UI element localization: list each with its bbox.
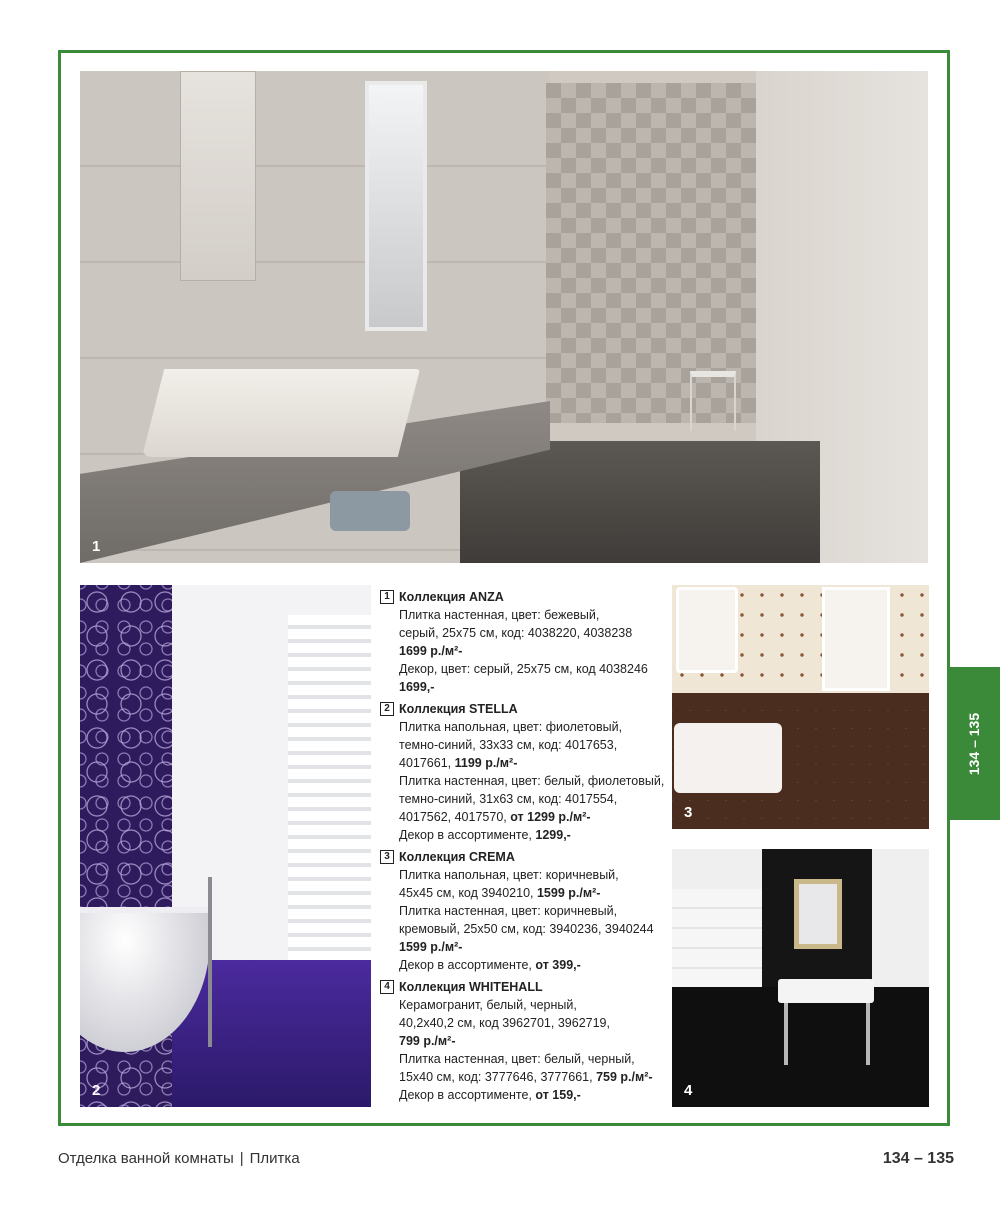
- sink-leg: [866, 1003, 870, 1065]
- line-price: 799 р./м²-: [399, 1034, 456, 1048]
- floor-tiles: [460, 441, 820, 563]
- collection-line: [399, 866, 665, 884]
- line-price: от 1299 р./м²-: [510, 810, 591, 824]
- line-text: Декор в ассортименте,: [399, 1088, 536, 1102]
- footer-section: Отделка ванной комнаты: [58, 1150, 234, 1167]
- collection-heading: [380, 848, 665, 866]
- collection-number: 2: [380, 702, 394, 716]
- collection-number: 1: [380, 590, 394, 604]
- line-price: от 399,-: [535, 958, 581, 972]
- collection-title: Коллекция CREMA: [399, 850, 515, 864]
- photo-number: 2: [92, 1082, 101, 1099]
- line-price: 1299,-: [535, 828, 571, 842]
- line-text: Плитка напольная, цвет: коричневый,: [399, 868, 619, 882]
- photo-anza-bathroom: [80, 71, 928, 563]
- photo-number: 3: [684, 804, 693, 821]
- collection-heading: [380, 700, 665, 718]
- page-range-label: 134 – 135: [966, 712, 982, 775]
- line-price: 1699,-: [399, 680, 435, 694]
- sink: [778, 979, 874, 1003]
- ornate-mirror: [794, 879, 842, 949]
- photo-number: 4: [684, 1082, 693, 1099]
- line-price: 1199 р./м²-: [454, 756, 518, 770]
- footer-breadcrumb: [58, 1150, 300, 1167]
- collection-item: [380, 588, 665, 696]
- collection-line: [399, 920, 665, 938]
- collection-line: [399, 1032, 665, 1050]
- line-text: 4017661,: [399, 756, 455, 770]
- footer-subsection: Плитка: [249, 1150, 300, 1167]
- collection-title: Коллекция ANZA: [399, 590, 504, 604]
- line-text: темно-синий, 31х63 см, код: 4017554,: [399, 792, 618, 806]
- collection-line: [399, 772, 665, 790]
- footer-separator: |: [239, 1150, 244, 1167]
- line-text: Декор, цвет: серый, 25х75 см, код 4038246: [399, 662, 648, 676]
- line-text: Декор в ассортименте,: [399, 958, 536, 972]
- line-text: 15х40 см, код: 3777646, 3777661,: [399, 1070, 597, 1084]
- line-text: Плитка напольная, цвет: фиолетовый,: [399, 720, 623, 734]
- collection-item: [380, 978, 665, 1104]
- sink-leg: [784, 1003, 788, 1065]
- line-text: Керамогранит, белый, черный,: [399, 998, 577, 1012]
- collection-line: [399, 938, 665, 956]
- line-price: 759 р./м²-: [596, 1070, 653, 1084]
- collection-number: 3: [380, 850, 394, 864]
- collection-item: [380, 700, 665, 844]
- collection-line: [399, 1068, 665, 1086]
- collection-heading: [380, 588, 665, 606]
- collection-title: Коллекция WHITEHALL: [399, 980, 543, 994]
- collection-line: [399, 1086, 665, 1104]
- collection-item: [380, 848, 665, 974]
- line-text: серый, 25х75 см, код: 4038220, 4038238: [399, 626, 633, 640]
- line-price: 1599 р./м²-: [536, 886, 601, 900]
- collection-line: [399, 736, 665, 754]
- collection-title: Коллекция STELLA: [399, 702, 518, 716]
- window-blinds: [288, 615, 371, 1015]
- line-text: темно-синий, 33х33 см, код: 4017653,: [399, 738, 618, 752]
- stool: [690, 371, 736, 431]
- collection-line: [399, 790, 665, 808]
- collection-line: [399, 642, 665, 660]
- sink: [142, 369, 420, 457]
- collection-line: [399, 884, 665, 902]
- collection-line: [399, 624, 665, 642]
- footer-page-numbers: 134 – 135: [882, 1150, 954, 1167]
- collection-line: [399, 826, 665, 844]
- line-price: 1699 р./м²-: [399, 644, 463, 658]
- mirror: [822, 587, 890, 691]
- line-text: кремовый, 25х50 см, код: 3940236, 3940244: [399, 922, 654, 936]
- collection-line: [399, 902, 665, 920]
- collection-heading: [380, 978, 665, 996]
- collection-line: [399, 660, 665, 678]
- page-range-tab: [948, 667, 1000, 820]
- photo-stella-bathroom: [80, 585, 371, 1107]
- window: [365, 81, 427, 331]
- photo-number: 1: [92, 538, 101, 555]
- mirror: [180, 71, 256, 281]
- collection-line: [399, 754, 665, 772]
- line-text: Плитка настенная, цвет: коричневый,: [399, 904, 618, 918]
- collections-list: [380, 588, 665, 1108]
- faucet: [208, 877, 212, 1047]
- collection-line: [399, 678, 665, 696]
- collection-line: [399, 1014, 665, 1032]
- line-text: 40,2х40,2 см, код 3962701, 3962719,: [399, 1016, 610, 1030]
- line-text: 4017562, 4017570,: [399, 810, 511, 824]
- photo-crema-bathroom: [672, 585, 929, 829]
- line-text: Плитка настенная, цвет: белый, черный,: [399, 1052, 635, 1066]
- collection-line: [399, 606, 665, 624]
- black-floor: [672, 987, 929, 1107]
- mirror: [676, 587, 738, 673]
- line-price: 1599 р./м²-: [399, 940, 463, 954]
- towels: [330, 491, 410, 531]
- vanity: [674, 723, 782, 793]
- collection-line: [399, 1050, 665, 1068]
- line-price: от 159,-: [535, 1088, 581, 1102]
- white-wall-tiles: [672, 889, 762, 989]
- photo-whitehall-bathroom: [672, 849, 929, 1107]
- collection-line: [399, 996, 665, 1014]
- line-text: 45х45 см, код 3940210,: [399, 886, 537, 900]
- collection-number: 4: [380, 980, 394, 994]
- collection-line: [399, 718, 665, 736]
- collection-line: [399, 956, 665, 974]
- line-text: Плитка настенная, цвет: бежевый,: [399, 608, 600, 622]
- line-text: Плитка настенная, цвет: белый, фиолетовый,: [399, 774, 665, 788]
- collection-line: [399, 808, 665, 826]
- line-text: Декор в ассортименте,: [399, 828, 536, 842]
